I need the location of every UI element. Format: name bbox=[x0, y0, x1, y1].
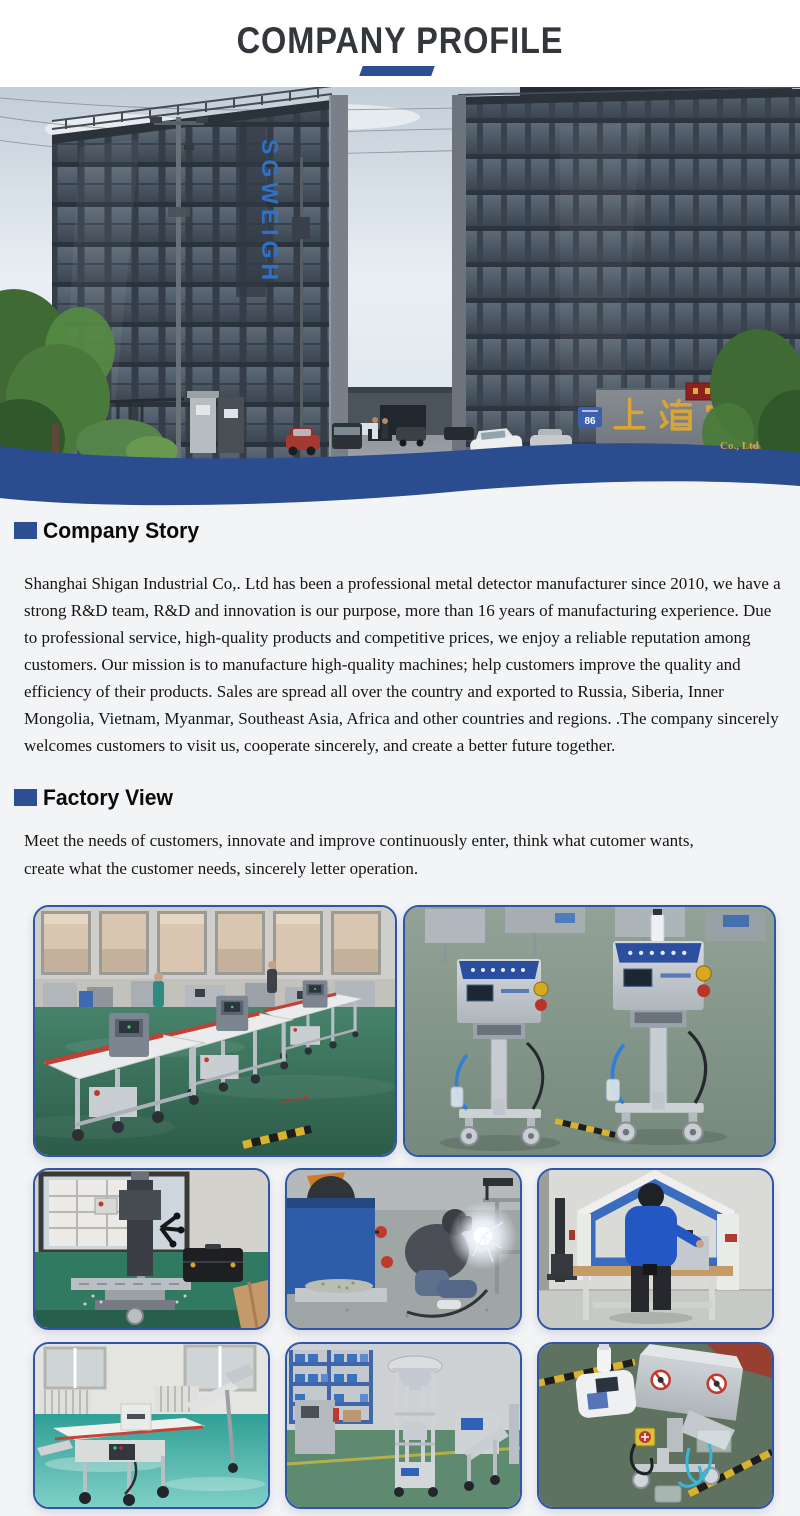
factory-photo-assembly bbox=[537, 1168, 774, 1330]
factory-view-line: Meet the needs of customers, innovate and improve continuously enter, think what cutomer wants, bbox=[24, 831, 694, 850]
gray-cabinet bbox=[295, 1400, 339, 1454]
factory-photo-feeder bbox=[285, 1342, 522, 1509]
factory-photo-conveyor bbox=[33, 1342, 270, 1509]
section-bullet bbox=[14, 522, 37, 539]
company-story-text: Shanghai Shigan Industrial Co,. Ltd has been a professional metal detector manufacturer since 2010, we have a strong R&D team, R&D and innovation is our purpose, more than 16 years of manufacturing experience. Due to professional service, high-quality products and competitive prices, we enjoy a reliable reputation among customers. Our mission is to manufacture high-quality machines; help customers improve the quality and efficiency of their products. Sales are spread all over the country and exported to Russia, Siberia, Inner Mongolia, Vietnam, Myanmar, Southeast Asia, Africa and other countries and regions. .The company sincerely welcomes customers to visit us, cooperate sincerely, and create a better future together. bbox=[24, 574, 781, 755]
title-underline bbox=[359, 66, 435, 76]
prohibition-sticker bbox=[707, 1374, 727, 1394]
rotary-switch bbox=[635, 1428, 655, 1446]
feeder-tower bbox=[388, 1356, 442, 1497]
factory-view-line: create what the customer needs, sincerely letter operation. bbox=[24, 859, 419, 878]
section-title: Factory View bbox=[43, 785, 173, 810]
control-unit bbox=[575, 1369, 637, 1419]
page-header bbox=[0, 0, 800, 87]
company-sign-en: Co., Ltd bbox=[720, 440, 759, 452]
page-title: COMPANY PROFILE bbox=[236, 20, 564, 61]
gate-number-sign bbox=[578, 407, 602, 427]
section-title: Company Story bbox=[43, 518, 200, 543]
section-bullet bbox=[14, 789, 37, 806]
building-logo-vertical: SGWEIGH bbox=[257, 139, 283, 286]
factory-photo-milling bbox=[33, 1168, 270, 1330]
factory-photo-detectors bbox=[403, 905, 776, 1157]
prohibition-sticker bbox=[651, 1370, 671, 1390]
factory-photo-workshop bbox=[33, 905, 397, 1157]
svg-text:86: 86 bbox=[584, 416, 596, 427]
factory-view-text bbox=[24, 827, 784, 883]
factory-photo-welding bbox=[285, 1168, 522, 1330]
hero-photo bbox=[0, 87, 800, 516]
toolbox bbox=[183, 1244, 243, 1282]
factory-photo-hopper bbox=[537, 1342, 774, 1509]
